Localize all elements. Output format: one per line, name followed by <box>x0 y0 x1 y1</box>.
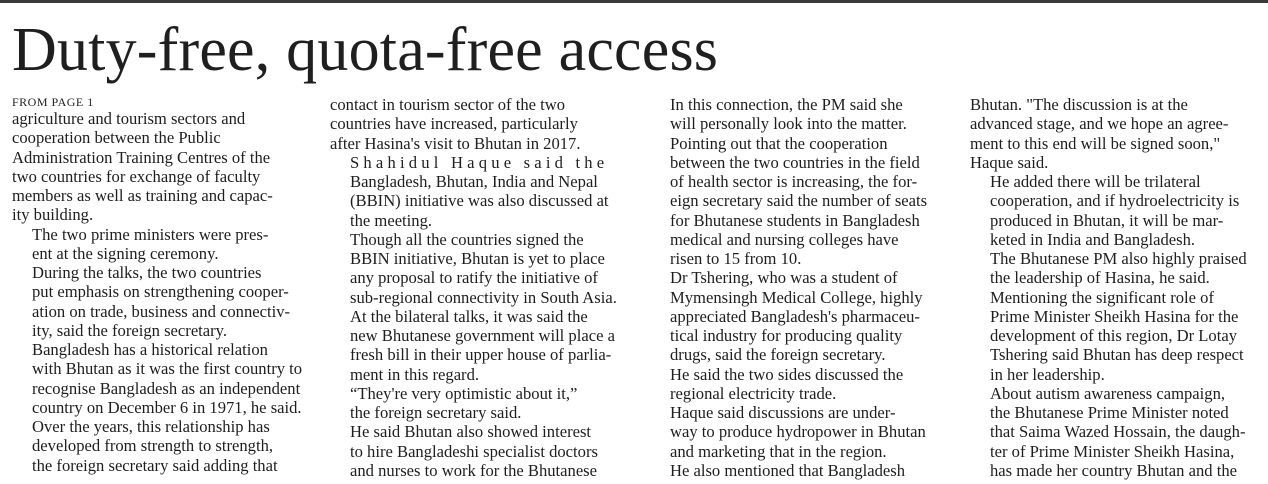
paragraph <box>650 134 950 269</box>
text-line: He added there will be trilateral <box>990 172 1201 191</box>
text-line: keted in India and Bangladesh. <box>990 229 1196 249</box>
text-line: ment to this end will be signed soon," <box>970 133 1221 153</box>
text-line: that Saima Wazed Hossain, the daugh- <box>990 422 1246 442</box>
text-line: Mymensingh Medical College, highly <box>670 287 923 307</box>
text-line: Bangladesh has a historical relation <box>32 340 268 359</box>
text-line: He said the two sides discussed the <box>670 364 904 384</box>
text-line: ity, said the foreign secretary. <box>32 320 228 340</box>
text-line: ation on trade, business and connectiv- <box>32 301 291 321</box>
text-line: has made her country Bhutan and the <box>990 460 1237 480</box>
text-line: eign secretary said the number of seats <box>670 191 928 211</box>
text-line: in her leadership. <box>990 364 1105 384</box>
text-line: Shahidul Haque said the <box>350 152 609 172</box>
text-line: the leadership of Hasina, he said. <box>990 268 1210 288</box>
text-line: to hire Bangladeshi specialist doctors <box>350 441 598 461</box>
paragraph <box>970 288 1268 384</box>
text-line: At the bilateral talks, it was said the <box>350 306 588 326</box>
text-line: the meeting. <box>350 210 433 230</box>
text-line: contact in tourism sector of the two <box>330 95 566 114</box>
text-line: tical industry for producing quality <box>670 326 903 345</box>
text-line: advanced stage, and we hope an agree- <box>970 114 1229 134</box>
text-line: risen to 15 from 10. <box>670 249 802 268</box>
text-line: will personally look into the matter. <box>670 114 907 134</box>
paragraph <box>12 417 312 475</box>
text-line: produced in Bhutan, it will be mar- <box>990 210 1224 230</box>
text-line: “They're very optimistic about it,” <box>350 383 578 403</box>
text-line: two countries for exchange of faculty <box>12 166 261 186</box>
text-line: the foreign secretary said adding that <box>32 455 278 475</box>
paragraph <box>650 365 950 404</box>
paragraph <box>970 172 1268 249</box>
kicker: FROM PAGE 1 <box>12 95 94 109</box>
text-line: recognise Bangladesh as an independent <box>32 378 301 398</box>
text-line: Mentioning the significant role of <box>990 287 1214 307</box>
text-line: cooperation, and if hydroelectricity is <box>990 191 1240 211</box>
text-line: way to produce hydropower in Bhutan <box>670 422 926 442</box>
text-line: He said Bhutan also showed interest <box>350 422 592 442</box>
column-1 <box>12 109 312 475</box>
text-line: sub-regional connectivity in South Asia. <box>350 287 617 307</box>
text-line: countries have increased, particularly <box>330 114 578 134</box>
text-line: developed from strength to strength, <box>32 436 274 456</box>
paragraph <box>12 225 312 264</box>
text-line: of health sector is increasing, the for- <box>670 172 918 191</box>
paragraph <box>650 461 950 480</box>
text-line: The Bhutanese PM also highly praised <box>990 249 1247 268</box>
text-line: Dr Tshering, who was a student of <box>670 268 898 288</box>
text-line: BBIN initiative, Bhutan is yet to place <box>350 249 605 268</box>
text-line: and marketing that in the region. <box>670 441 887 461</box>
text-line: members as well as training and capac- <box>12 186 273 205</box>
paragraph <box>330 384 630 423</box>
text-line: Over the years, this relationship has <box>32 417 270 436</box>
text-line: for Bhutanese students in Bangladesh <box>670 210 920 230</box>
paragraph <box>330 95 630 153</box>
text-line: Tshering said Bhutan has deep respect <box>990 345 1244 365</box>
text-line: regional electricity trade. <box>670 383 837 403</box>
text-line: Bhutan. "The discussion is at the <box>970 95 1188 114</box>
text-line: About autism awareness campaign, <box>990 383 1226 403</box>
text-line: Though all the countries signed the <box>350 229 584 249</box>
text-line: fresh bill in their upper house of parlia- <box>350 345 612 365</box>
text-line: with Bhutan as it was the first country to <box>32 359 303 379</box>
paragraph <box>970 384 1268 480</box>
text-line: ter of Prime Minister Sheikh Hasina, <box>990 441 1235 461</box>
paragraph <box>12 340 312 417</box>
headline: Duty-free, quota-free access <box>12 16 719 84</box>
text-line: new Bhutanese government will place a <box>350 326 615 345</box>
paragraph <box>970 95 1268 172</box>
text-line: appreciated Bangladesh's pharmaceu- <box>670 306 920 326</box>
text-line: development of this region, Dr Lotay <box>990 326 1238 345</box>
text-line: cooperation between the Public <box>12 128 221 148</box>
text-line: He also mentioned that Bangladesh <box>670 460 906 480</box>
text-line: any proposal to ratify the initiative of <box>350 268 598 288</box>
text-line: the Bhutanese Prime Minister noted <box>990 403 1229 422</box>
text-line: the foreign secretary said. <box>350 403 522 422</box>
text-line: Pointing out that the cooperation <box>670 133 888 153</box>
paragraph <box>970 249 1268 288</box>
text-line: between the two countries in the field <box>670 152 920 172</box>
column-3 <box>650 95 950 480</box>
text-line: drugs, said the foreign secretary. <box>670 345 886 365</box>
text-line: country on December 6 in 1971, he said. <box>32 397 302 417</box>
text-line: medical and nursing colleges have <box>670 229 899 249</box>
paragraph <box>650 95 950 134</box>
text-line: Bangladesh, Bhutan, India and Nepal <box>350 172 598 191</box>
text-line: ent at the signing ceremony. <box>32 243 219 263</box>
paragraph <box>330 153 630 230</box>
text-line: ment in this regard. <box>350 364 480 384</box>
paragraph <box>330 307 630 384</box>
paragraph <box>12 109 312 225</box>
text-line: Haque said. <box>970 152 1049 172</box>
text-line: (BBIN) initiative was also discussed at <box>350 191 609 211</box>
paragraph <box>330 422 630 480</box>
column-4 <box>970 95 1268 480</box>
paragraph <box>12 263 312 340</box>
text-line: In this connection, the PM said she <box>670 95 903 114</box>
text-line: The two prime ministers were pres- <box>32 224 269 244</box>
text-line: Administration Training Centres of the <box>12 147 271 167</box>
text-line: agriculture and tourism sectors and <box>12 109 246 128</box>
text-line: put emphasis on strengthening cooper- <box>32 282 289 302</box>
paragraph <box>650 403 950 461</box>
top-rule <box>0 0 1268 3</box>
text-line: ity building. <box>12 205 94 225</box>
text-line: after Hasina's visit to Bhutan in 2017. <box>330 133 581 153</box>
text-line: Haque said discussions are under- <box>670 403 896 422</box>
column-2 <box>330 95 630 480</box>
text-line: and nurses to work for the Bhutanese <box>350 460 598 480</box>
paragraph <box>650 268 950 364</box>
text-line: Prime Minister Sheikh Hasina for the <box>990 306 1239 326</box>
text-line: During the talks, the two countries <box>32 263 262 282</box>
paragraph <box>330 230 630 307</box>
